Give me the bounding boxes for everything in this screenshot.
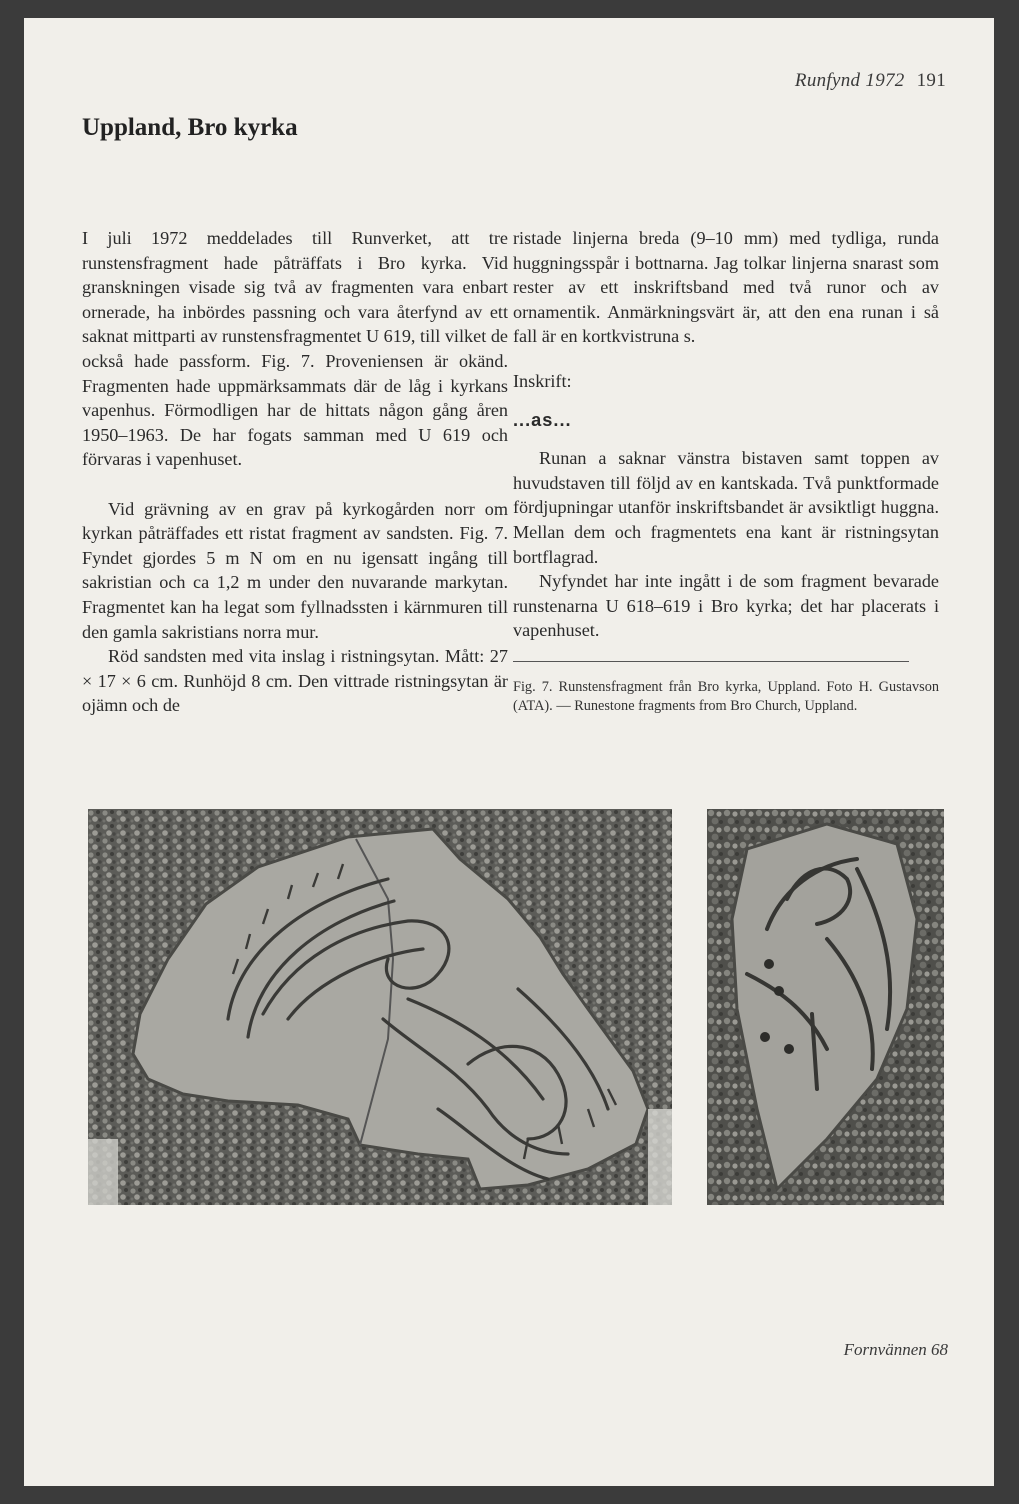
running-head [795,70,946,92]
runestone-photo-small-illustration [707,809,944,1205]
footer-journal: Fornvännen 68 [843,1340,948,1359]
runestone-photo-large [88,809,672,1205]
running-head-journal: Runfynd 1972 [794,70,905,91]
left-column [82,226,508,718]
right-paragraph-1: ristade linjerna breda (9–10 mm) med tydliga, runda huggningsspår i bottnarna. Jag tolkar linjerna snarast som rester av ett inskriftsband med två runor och av ornamentik. Anmärkningsvärt är, att den ena runan i så fall är en kortkvistruna s. [513,228,939,347]
right-paragraph-2: Runan a saknar vänstra bistaven samt toppen av huvudstaven till följd av en kantskada. Två punktformade fördjupningar utanför inskriftsbandet är avsiktligt huggna. Mellan dem och fragmentets ena kant är ristningsytan bortflagrad. [513,448,939,567]
caption-divider [513,661,909,662]
runestone-photo-small [707,809,944,1205]
journal-page [24,18,994,1486]
article-title: Uppland, Bro kyrka [82,114,298,141]
figure-caption: Fig. 7. Runstensfragment från Bro kyrka, Uppland. Foto H. Gustavson (ATA). — Runestone fragments from Bro Church, Uppland. [513,678,939,715]
page-number: 191 [916,70,946,91]
paragraph-gap [82,472,508,497]
right-column [513,226,939,717]
inscription-label: Inskrift: [513,370,572,391]
left-paragraph-2: Vid grävning av en grav på kyrkogården norr om kyrkan påträffades ett ristat fragment av sandsten. Fig. 7. Fyndet gjordes 5 m N om en nu igensatt ingång till sakristian och ca 1,2 m under den nuvarande markytan. Fragmentet kan ha legat som fyllnadssten i kärnmuren till den gamla sakristians norra mur. [82,498,508,642]
right-paragraph-3: Nyfyndet har inte ingått i de som fragment bevarade runstenarna U 618–619 i Bro kyrka; det har placerats i vapenhuset. [513,571,939,641]
rune-transliteration: ...as... [513,409,572,430]
left-paragraph-3: Röd sandsten med vita inslag i ristningsytan. Mått: 27 × 17 × 6 cm. Runhöjd 8 cm. Den vittrade ristningsytan är ojämn och de [82,646,508,716]
runestone-photo-large-illustration [88,809,672,1205]
left-paragraph-1: I juli 1972 meddelades till Runverket, att tre runstensfragment hade påträffats i Bro kyrka. Vid granskningen visade sig två av fragmenten vara enbart ornerade, ha inbördes passning och vara återfynd av ett saknat mittparti av runstensfragmentet U 619, till vilket de också hade passform. Fig. 7. Proveniensen är okänd. Fragmenten hade uppmärksammats där de låg i kyrkans vapenhus. Förmodligen har de hittats någon gång åren 1950–1963. De har fogats samman med U 619 och förvaras i vapenhuset. [82,228,508,470]
